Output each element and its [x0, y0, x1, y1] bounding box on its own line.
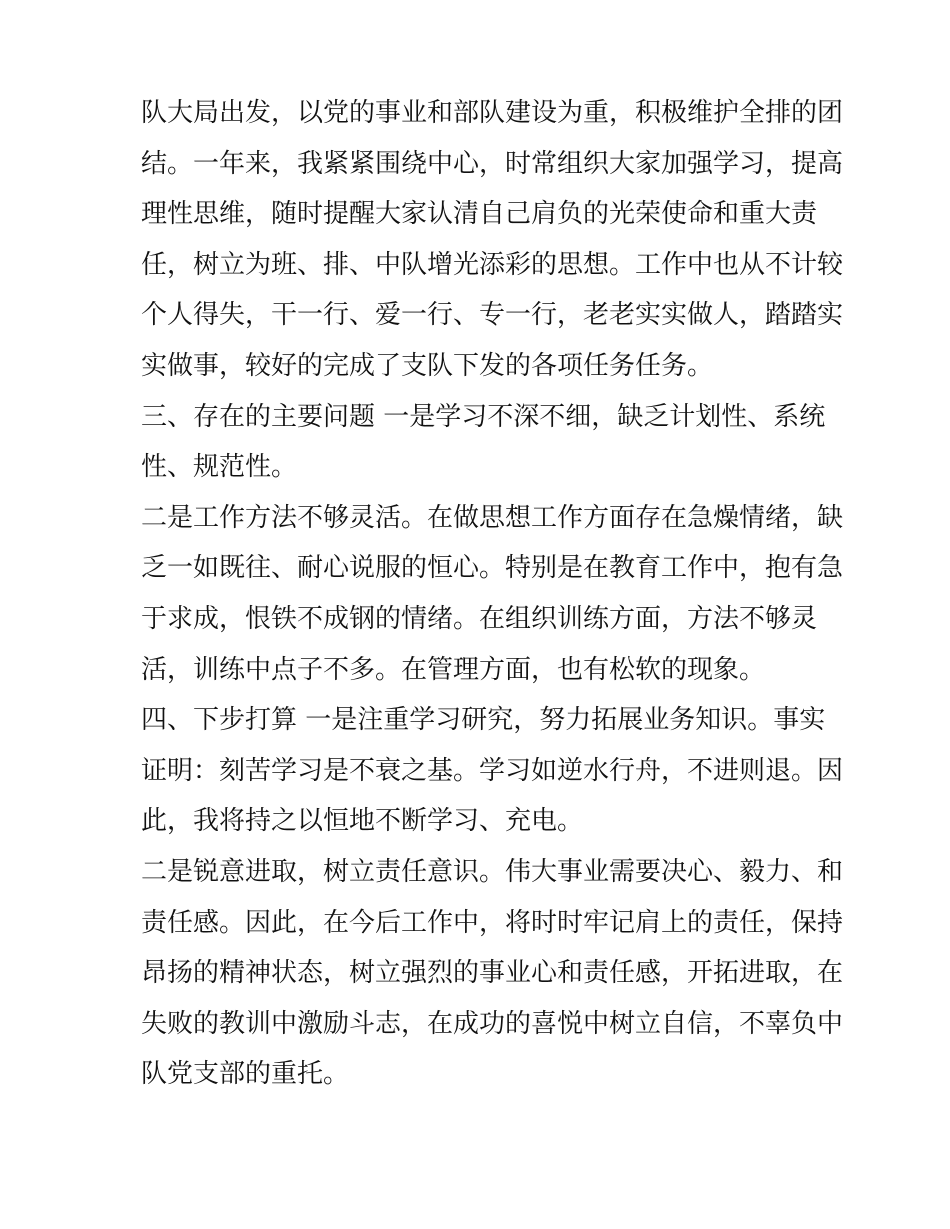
text-line-15: 此，我将持之以恒地不断学习、充电。 — [141, 806, 584, 837]
text-line-14: 证明：刻苦学习是不衰之基。学习如逆水行舟，不进则退。因 — [141, 755, 844, 786]
text-line-12: 活，训练中点子不多。在管理方面，也有松软的现象。 — [141, 654, 766, 685]
text-line-18: 昂扬的精神状态，树立强烈的事业心和责任感，开拓进取，在 — [141, 958, 844, 989]
text-line-2: 结。一年来，我紧紧围绕中心，时常组织大家加强学习，提高 — [141, 148, 844, 179]
text-line-9: 二是工作方法不够灵活。在做思想工作方面存在急燥情绪，缺 — [141, 502, 844, 533]
text-line-8: 性、规范性。 — [141, 452, 298, 483]
text-line-17: 责任感。因此，在今后工作中，将时时牢记肩上的责任，保持 — [141, 907, 844, 938]
section-heading-problems: 三、存在的主要问题 一是学习不深不细，缺乏计划性、系统 — [141, 401, 826, 432]
text-line-1: 队大局出发，以党的事业和部队建设为重，积极维护全排的团 — [141, 98, 844, 128]
document-body — [141, 88, 844, 1100]
text-line-19: 失败的教训中激励斗志，在成功的喜悦中树立自信，不辜负中 — [141, 1008, 844, 1039]
section-heading-plans: 四、下步打算 一是注重学习研究，努力拓展业务知识。事实 — [141, 705, 826, 736]
text-line-5: 个人得失，干一行、爱一行、专一行，老老实实做人，踏踏实 — [141, 300, 844, 331]
text-line-11: 于求成，恨铁不成钢的情绪。在组织训练方面，方法不够灵 — [141, 603, 818, 634]
text-line-20: 队党支部的重托。 — [141, 1059, 350, 1090]
text-line-10: 乏一如既往、耐心说服的恒心。特别是在教育工作中，抱有急 — [141, 553, 844, 584]
text-line-16: 二是锐意进取，树立责任意识。伟大事业需要决心、毅力、和 — [141, 856, 844, 887]
text-line-4: 任，树立为班、排、中队增光添彩的思想。工作中也从不计较 — [141, 249, 844, 280]
text-line-6: 实做事，较好的完成了支队下发的各项任务任务。 — [141, 350, 714, 381]
text-line-3: 理性思维，随时提醒大家认清自己肩负的光荣使命和重大责 — [141, 199, 818, 230]
